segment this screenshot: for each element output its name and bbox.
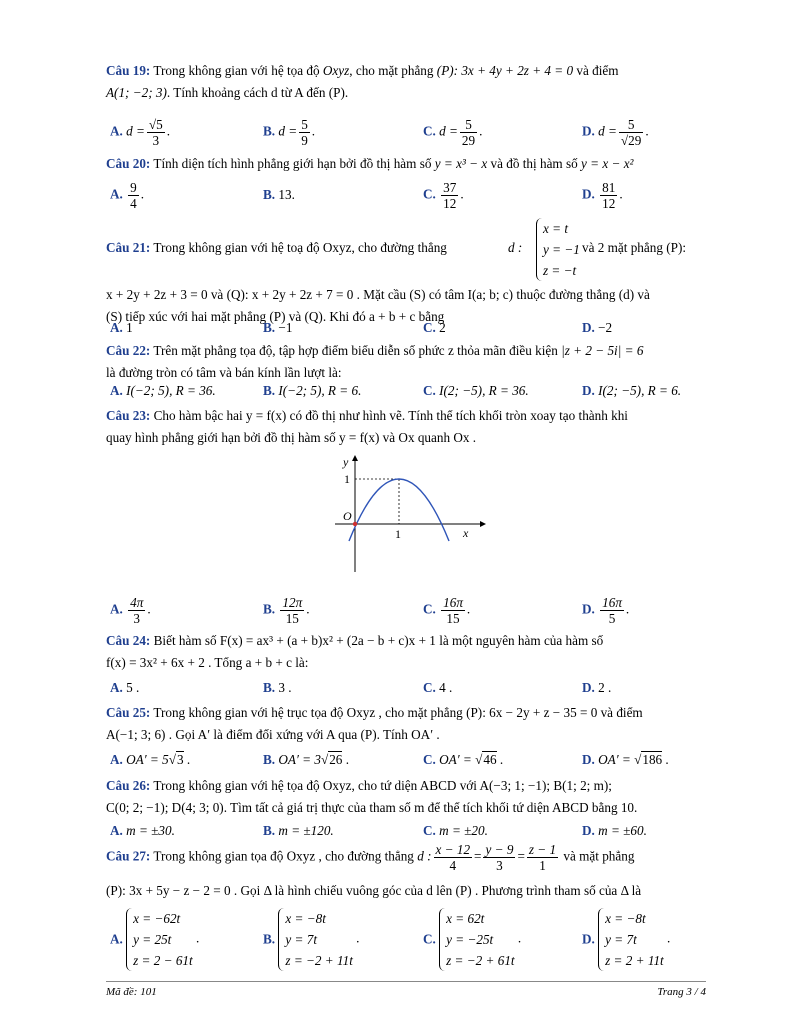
q20-option-a[interactable]: A. $\frac{9}{4}$ . bbox=[110, 180, 145, 211]
question-number: Câu 20: bbox=[106, 156, 151, 171]
q27-option-b[interactable]: B. x = −8t y = 7t z = −2 + 11t . bbox=[263, 908, 359, 971]
q22-option-a[interactable]: A. I(−2; 5), R = 36. bbox=[110, 383, 216, 398]
q25-option-b[interactable]: B. OA′ = 3√26 . bbox=[263, 752, 349, 767]
origin-point bbox=[353, 522, 357, 526]
question-number: Câu 25: bbox=[106, 705, 151, 720]
q21-option-b[interactable]: B. −1 bbox=[263, 320, 293, 335]
q19-option-d[interactable]: D. d = $\frac{5}{√29}$ . bbox=[582, 117, 649, 148]
q24-option-a[interactable]: A. 5 . bbox=[110, 680, 140, 695]
q22-option-d[interactable]: D. I(2; −5), R = 6. bbox=[582, 383, 682, 398]
q21-option-c[interactable]: C. 2 bbox=[423, 320, 446, 335]
q26-option-b[interactable]: B. m = ±120. bbox=[263, 823, 334, 838]
y-axis-label: y bbox=[343, 455, 349, 469]
q26-option-c[interactable]: C. m = ±20. bbox=[423, 823, 488, 838]
question-number: Câu 26: bbox=[106, 778, 151, 793]
q21-option-d[interactable]: D. −2 bbox=[582, 320, 613, 335]
parabola-graph bbox=[325, 450, 490, 575]
q21-line-system: x = t y = −1 z = −t bbox=[536, 218, 580, 281]
q27-body: (P): 3x + 5y − z − 2 = 0 . Gọi Δ là hình chiếu vuông góc của d lên (P) . Phương trình tham số của Δ là bbox=[106, 883, 642, 898]
q19-option-b[interactable]: B. d = $\frac{5}{9}$ . bbox=[263, 117, 316, 148]
question-number: Câu 22: bbox=[106, 343, 151, 358]
q26-option-d[interactable]: D. m = ±60. bbox=[582, 823, 647, 838]
tick-y-label: 1 bbox=[344, 472, 350, 486]
q23-option-d[interactable]: D. $\frac{16\pi}{5}$ . bbox=[582, 595, 630, 626]
question-22: Câu 22: Trên mặt phẳng tọa độ, tập hợp điểm biểu diễn số phức z thỏa mãn điều kiện |z + 2 − 5i| = 6 là đường tròn có tâm và bán kính lần lượt là: bbox=[106, 343, 644, 380]
question-number: Câu 19: bbox=[106, 63, 151, 78]
page-footer bbox=[106, 981, 706, 998]
question-20: Câu 20: Tính diện tích hình phẳng giới hạn bởi đồ thị hàm số y = x³ − x và đồ thị hàm số y = x − x² bbox=[106, 156, 634, 171]
q25-option-a[interactable]: A. OA′ = 5√3 . bbox=[110, 752, 191, 767]
question-25: Câu 25: Trong không gian với hệ trục tọa độ Oxyz , cho mặt phẳng (P): 6x − 2y + z − 35 = 0 và điểm A(−1; 3; 6) . Gọi A′ là điểm đối xứng với A qua (P). Tính OA′ . bbox=[106, 705, 643, 742]
x-axis-label: x bbox=[463, 526, 469, 540]
question-26: Câu 26: Trong không gian với hệ tọa độ Oxyz, cho tứ diện ABCD với A(−3; 1; −1); B(1; 2; m); C(0; 2; −1); D(4; 3; 0). Tìm tất cả giá trị thực của tham số m để thể tích khối tứ diện ABCD bằng 10. bbox=[106, 778, 638, 815]
q22-option-c[interactable]: C. I(2; −5), R = 36. bbox=[423, 383, 529, 398]
question-23: Câu 23: Cho hàm bậc hai y = f(x) có đồ thị như hình vẽ. Tính thể tích khối tròn xoay tạo thành khi quay hình phẳng giới hạn bởi đồ thị hàm số y = f(x) và Ox quanh Ox . bbox=[106, 408, 628, 445]
tick-x-label: 1 bbox=[395, 527, 401, 541]
q24-option-b[interactable]: B. 3 . bbox=[263, 680, 292, 695]
q19-option-a[interactable]: A. d = $\frac{√5}{3}$ . bbox=[110, 117, 171, 148]
origin-label: O bbox=[343, 509, 352, 523]
q20-option-d[interactable]: D. $\frac{81}{12}$ . bbox=[582, 180, 623, 211]
q26-option-a[interactable]: A. m = ±30. bbox=[110, 823, 175, 838]
q20-option-c[interactable]: C. $\frac{37}{12}$ . bbox=[423, 180, 464, 211]
q20-option-b[interactable]: B. 13. bbox=[263, 187, 295, 202]
page-number: Trang 3 / 4 bbox=[657, 986, 706, 998]
q22-option-b[interactable]: B. I(−2; 5), R = 6. bbox=[263, 383, 362, 398]
q24-option-d[interactable]: D. 2 . bbox=[582, 680, 612, 695]
question-number: Câu 24: bbox=[106, 633, 151, 648]
question-number: Câu 23: bbox=[106, 408, 151, 423]
q23-option-a[interactable]: A. $\frac{4\pi}{3}$ . bbox=[110, 595, 151, 626]
q21-option-a[interactable]: A. 1 bbox=[110, 320, 133, 335]
q25-option-c[interactable]: C. OA′ = √46 . bbox=[423, 752, 504, 767]
q25-option-d[interactable]: D. OA′ = √186 . bbox=[582, 752, 669, 767]
q23-option-b[interactable]: B. $\frac{12\pi}{15}$ . bbox=[263, 595, 310, 626]
q27-option-a[interactable]: A. x = −62t y = 25t z = 2 − 61t . bbox=[110, 908, 199, 971]
question-19: Câu 19: Trong không gian với hệ tọa độ Oxyz, cho mặt phẳng (P): 3x + 4y + 2z + 4 = 0 và điểm A(1; −2; 3). Tính khoảng cách d từ A đến (P). bbox=[106, 63, 619, 100]
q23-option-c[interactable]: C. $\frac{16\pi}{15}$ . bbox=[423, 595, 471, 626]
q24-option-c[interactable]: C. 4 . bbox=[423, 680, 453, 695]
question-24: Câu 24: Biết hàm số F(x) = ax³ + (a + b)x² + (2a − b + c)x + 1 là một nguyên hàm của hàm số f(x) = 3x² + 6x + 2 . Tổng a + b + c là: bbox=[106, 633, 604, 670]
q27-option-c[interactable]: C. x = 62t y = −25t z = −2 + 61t . bbox=[423, 908, 521, 971]
q27-option-d[interactable]: D. x = −8t y = 7t z = 2 + 11t . bbox=[582, 908, 670, 971]
q21-body: x + 2y + 2z + 3 = 0 và (Q): x + 2y + 2z + 7 = 0 . Mặt cầu (S) có tâm I(a; b; c) thuộc đường thẳng (d) và (S) tiếp xúc với hai mặt phẳng (P) và (Q). Khi đó a + b + c bằng bbox=[106, 287, 650, 324]
exam-code: Mã đề: 101 bbox=[106, 986, 157, 998]
q19-option-c[interactable]: C. d = $\frac{5}{29}$ . bbox=[423, 117, 483, 148]
question-27: Câu 27: Trong không gian tọa độ Oxyz , cho đường thẳng d : $\frac{x - 12}{4}$ = $\frac{y - 9}{3}$ = $\frac{z - 1}{1}$ và mặt phẳng bbox=[106, 842, 635, 873]
